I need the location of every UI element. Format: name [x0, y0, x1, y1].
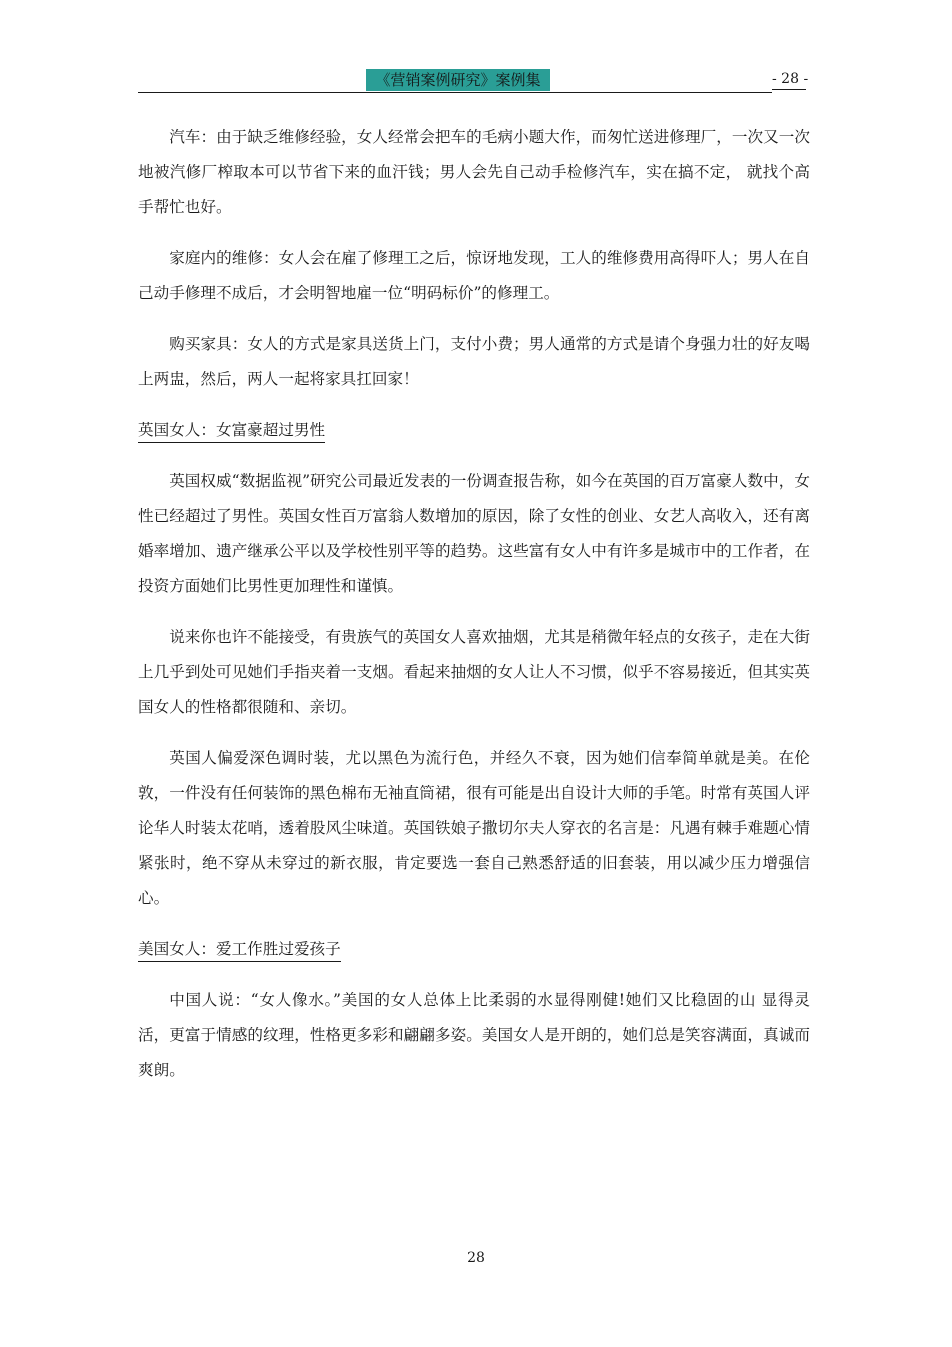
spacer	[138, 725, 810, 741]
spacer	[138, 448, 810, 464]
spacer	[138, 604, 810, 620]
paragraph-uk-fashion: 英国人偏爱深色调时装，尤以黑色为流行色，并经久不衰，因为她们信奉简单就是美。在伦敦，一件没有任何装饰的黑色棉布无袖直筒裙，很有可能是出自设计大师的手笔。时常有英国人评论华人时装太花哨，透着股风尘味道。英国铁娘子撒切尔夫人穿衣的名言是：凡遇有棘手难题心情紧张时，绝不穿从未穿过的新衣服，肯定要选一套自己熟悉舒适的旧套装，用以减少压力增强信心。	[138, 749, 810, 907]
section-heading-uk: 英国女人：女富豪超过男性	[138, 418, 325, 443]
spacer	[138, 967, 810, 983]
document-title: 《营销案例研究》案例集	[366, 69, 550, 91]
paragraph-car: 汽车：由于缺乏维修经验，女人经常会把车的毛病小题大作，而匆忙送进修理厂，一次又一次地被汽修厂榨取本可以节省下来的血汗钱；男人会先自己动手检修汽车，实在搞不定， 就找个高手帮忙也好。	[138, 128, 810, 216]
page-body	[138, 120, 810, 1088]
header-divider	[138, 92, 772, 93]
paragraph-home-repair: 家庭内的维修：女人会在雇了修理工之后，惊讶地发现，工人的维修费用高得吓人；男人在自己动手修理不成后，才会明智地雇一位“明码标价”的修理工。	[138, 249, 810, 302]
paragraph-uk-smoking: 说来你也许不能接受，有贵族气的英国女人喜欢抽烟，尤其是稍微年轻点的女孩子，走在大街上几乎到处可见她们手指夹着一支烟。看起来抽烟的女人让人不习惯，似乎不容易接近，但其实英国女人的性格都很随和、亲切。	[138, 628, 810, 716]
paragraph-us-women: 中国人说：“女人像水。”美国的女人总体上比柔弱的水显得刚健!她们又比稳固的山 显得灵活，更富于情感的纹理，性格更多彩和翩翩多姿。美国女人是开朗的，她们总是笑容满面，真诚而爽朗。	[138, 991, 810, 1079]
section-heading-wrap	[138, 413, 810, 448]
footer-page-number: 28	[467, 1250, 485, 1266]
paragraph-furniture: 购买家具：女人的方式是家具送货上门，支付小费；男人通常的方式是请个身强力壮的好友喝上两盅，然后，两人一起将家具扛回家！	[138, 335, 810, 388]
paragraph-uk-wealth: 英国权威“数据监视”研究公司最近发表的一份调查报告称，如今在英国的百万富豪人数中，女性已经超过了男性。英国女性百万富翁人数增加的原因，除了女性的创业、女艺人高收入，还有离婚率增加、遗产继承公平以及学校性别平等的趋势。这些富有女人中有许多是城市中的工作者，在投资方面她们比男性更加理性和谨慎。	[138, 472, 810, 595]
section-heading-wrap	[138, 932, 810, 967]
spacer	[138, 397, 810, 413]
spacer	[138, 916, 810, 932]
header-page-number: - 28 -	[772, 69, 806, 90]
spacer	[138, 225, 810, 241]
spacer	[138, 311, 810, 327]
section-heading-us: 美国女人：爱工作胜过爱孩子	[138, 937, 341, 962]
